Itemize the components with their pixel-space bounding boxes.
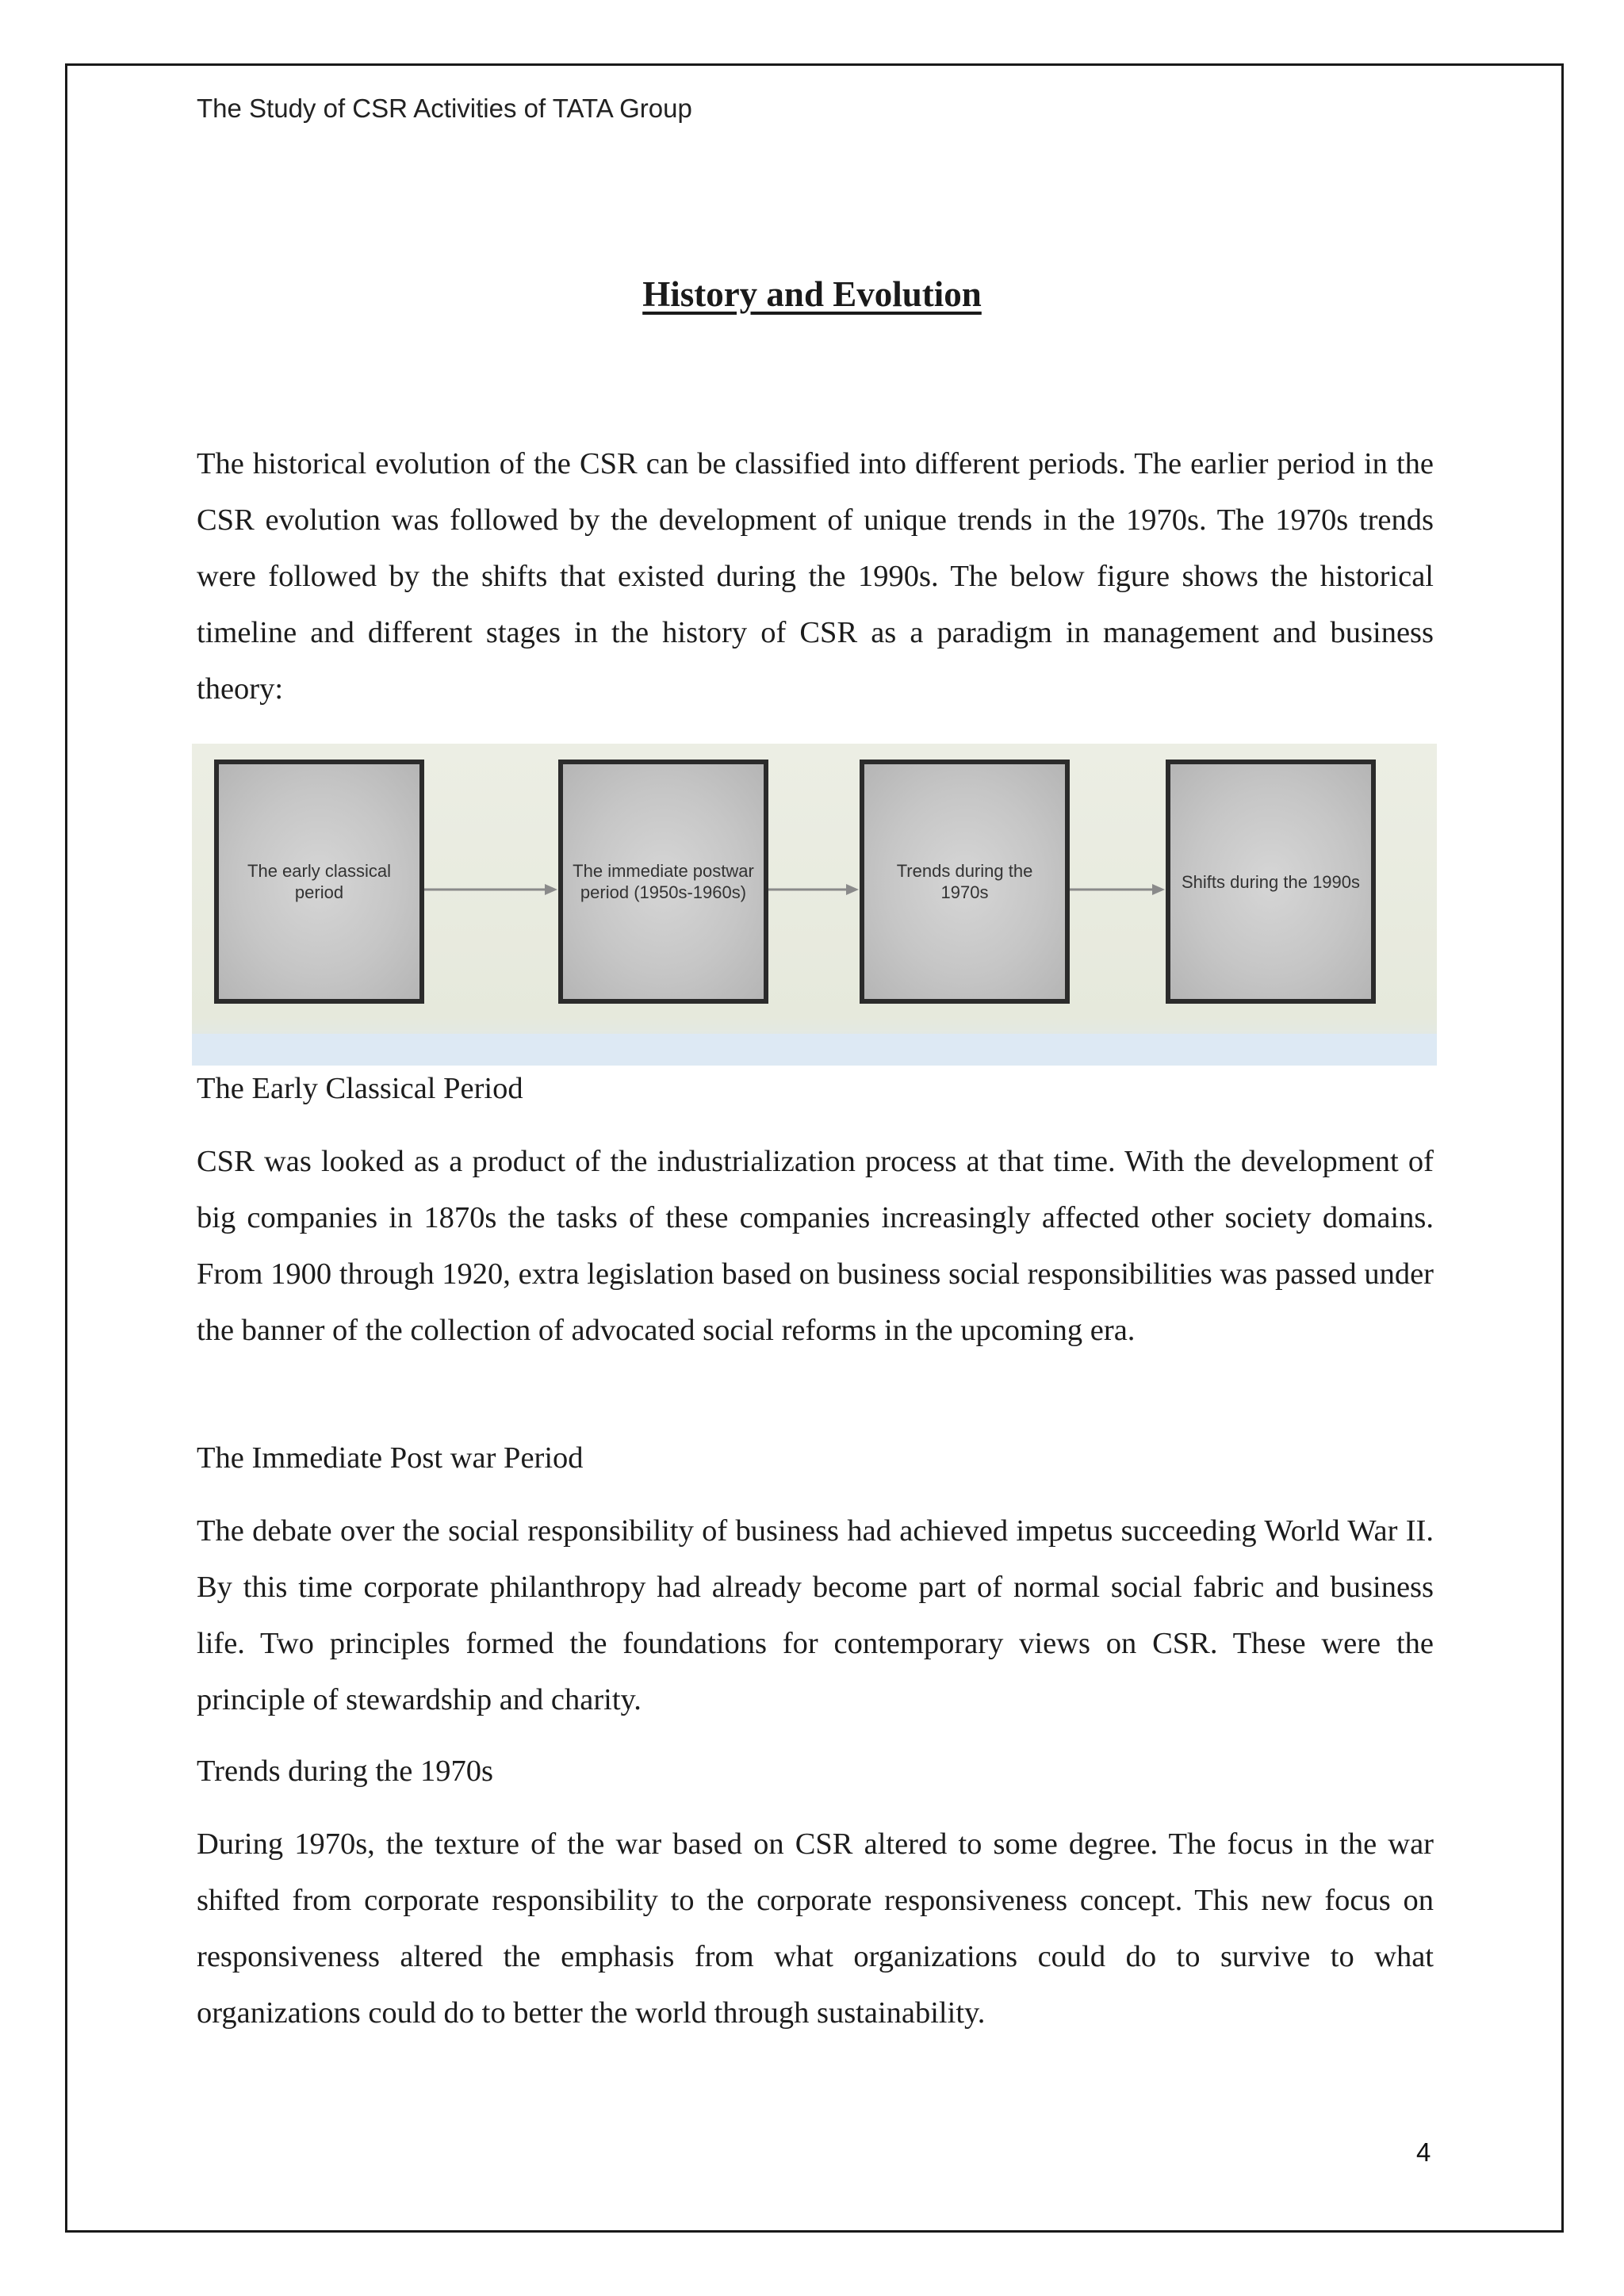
stage-label: Shifts during the 1990s	[1181, 871, 1361, 892]
stage-label: The immediate postwar period (1950s-1960s)	[573, 861, 754, 902]
section-heading-postwar: The Immediate Post war Period	[197, 1441, 584, 1475]
stage-box-1990s	[1166, 760, 1376, 1004]
stage-box-early-classical	[214, 760, 424, 1004]
section-text-1970s: During 1970s, the texture of the war based on CSR altered to some degree. The focus in the war shifted from corporate responsibility to the corporate responsiveness concept. This new focus on responsiveness altered the emphasis from what organizations could do to survive to what organizations could do to better the world through sustainability.	[197, 1827, 1434, 2030]
arrow-right-icon	[768, 882, 860, 897]
stage-box-1970s	[860, 760, 1070, 1004]
csr-timeline-figure	[192, 744, 1437, 1066]
section-heading-early-classical: The Early Classical Period	[197, 1072, 523, 1105]
stage-label: The early classical period	[247, 861, 391, 902]
section-text-postwar: The debate over the social responsibility of business had achieved impetus succeeding World War II. By this time corporate philanthropy had already become part of normal social fabric and business life. Two principles formed the foundations for contemporary views on CSR. These were the principle of stewardship and charity.	[197, 1514, 1434, 1716]
stage-label: Trends during the 1970s	[896, 861, 1033, 902]
running-header: The Study of CSR Activities of TATA Group	[197, 94, 692, 123]
stage-box-postwar	[558, 760, 768, 1004]
arrow-right-icon	[424, 882, 558, 897]
page-number: 4	[1416, 2137, 1431, 2167]
section-heading-1970s: Trends during the 1970s	[197, 1755, 493, 1788]
section-text-early-classical: CSR was looked as a product of the industrialization process at that time. With the development of big companies in 1870s the tasks of these companies increasingly affected other society domains. From 1900 through 1920, extra legislation based on business social responsibilities was passed under the banner of the collection of advocated social reforms in the upcoming era.	[197, 1145, 1434, 1347]
intro-paragraph: The historical evolution of the CSR can be classified into different periods. The earlier period in the CSR evolution was followed by the development of unique trends in the 1970s. The 1970s trends were followed by the shifts that existed during the 1990s. The below figure shows the historical timeline and different stages in the history of CSR as a paradigm in management and business theory:	[197, 447, 1434, 706]
page-title: History and Evolution	[642, 274, 982, 314]
arrow-right-icon	[1070, 882, 1166, 897]
